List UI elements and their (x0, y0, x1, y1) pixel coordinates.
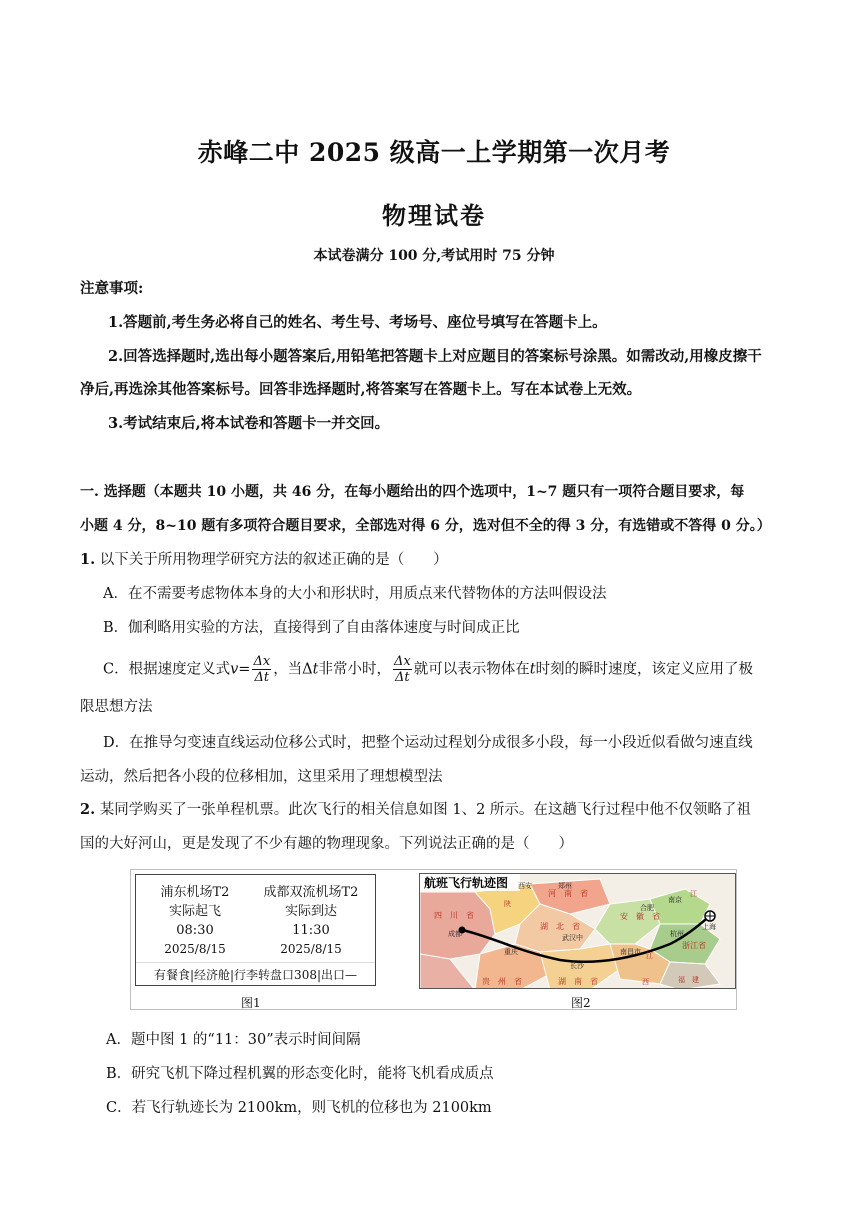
arrival-airport: 成都双流机场T2 (263, 885, 359, 900)
question-1-option-c-line-2: 限思想方法 (80, 699, 153, 715)
figure-1-caption: 图1 (241, 996, 261, 1010)
velocity-fraction: $\frac{\Delta x}{\Delta t}$ (253, 654, 271, 685)
label-sichuan: 四 川 省 (434, 911, 474, 920)
label-nanchang: 南昌市 (620, 948, 641, 956)
question-1-option-a: A．在不需要考虑物体本身的大小和形状时，用质点来代替物体的方法叫假设法 (103, 586, 607, 602)
question-2-text: 某同学购买了一张单程机票。此次飞行的相关信息如图 1、2 所示。在这趟飞行过程中他不仅领略了祖 (99, 802, 751, 818)
label-jiangsu: 江 (690, 890, 697, 898)
label-chongqing: 重庆 (504, 948, 518, 956)
arrival-date: 2025/8/15 (280, 942, 342, 956)
notice-item-2-line-1: 2.回答选择题时,选出每小题答案后,用铅笔把答题卡上对应题目的答案标号涂黑。如需改动,用橡皮擦干 (108, 348, 762, 365)
question-1-option-d-line-1: D．在推导匀变速直线运动位移公式时，把整个运动过程划分成很多小段，每一小段近似看做匀速直线 (103, 735, 753, 751)
question-1-option-c: C．根据速度定义式v= $\frac{\Delta x}{\Delta t}$ ，当Δt非常小时， $\frac{\Delta x}{\Delta t}$ 就可以表示物体在t时刻的瞬时速度，该定义应用了极 (103, 654, 754, 685)
departure-label: 实际起飞 (168, 904, 221, 919)
label-wuhan: 武汉中 (562, 934, 583, 942)
question-2-number: 2. (80, 801, 96, 818)
question-1-stem (80, 550, 448, 570)
exam-title: 赤峰二中 2025 级高一上学期第一次月考 (197, 138, 671, 167)
velocity-fraction-2: $\frac{\Delta x}{\Delta t}$ (394, 654, 411, 685)
question-2-option-a: A．题中图 1 的“11：30”表示时间间隔 (106, 1032, 361, 1048)
question-2-option-b: B．研究飞机下降过程机翼的形态变化时，能将飞机看成质点 (106, 1066, 494, 1082)
departure-info (136, 883, 254, 959)
departure-airport: 浦东机场T2 (160, 885, 230, 900)
label-hefei: 合肥 (640, 904, 654, 912)
label-shaanxi: 陕 (504, 900, 511, 908)
arrival-info (252, 883, 370, 959)
label-xian: 西安 (518, 882, 532, 890)
exam-subtitle: 本试卷满分 100 分,考试用时 75 分钟 (313, 248, 555, 264)
ticket-footer: 有餐食|经济舱|行李转盘口308|出口— (136, 962, 375, 983)
question-2-stem-line-2: 国的大好河山，更是发现了不少有趣的物理现象。下列说法正确的是（ ） (80, 836, 573, 852)
question-1-text: 以下关于所用物理学研究方法的叙述正确的是（ ） (99, 552, 448, 568)
arrival-time: 11:30 (292, 923, 330, 938)
label-hubei: 湖 北 省 (540, 922, 580, 931)
question-2-stem-line-1 (80, 800, 751, 820)
notice-item-1: 1.答题前,考生务必将自己的姓名、考生号、考场号、座位号填写在答题卡上。 (108, 314, 607, 331)
label-jiangxi: 江 (646, 952, 653, 960)
departure-time: 08:30 (176, 923, 214, 938)
flight-route-map (419, 873, 736, 989)
flight-ticket-figure (135, 874, 376, 986)
label-hangzhou: 杭州 (670, 930, 684, 938)
notice-item-2-line-2: 净后,再选涂其他答案标号。回答非选择题时,将答案写在答题卡上。写在本试卷上无效。 (80, 381, 642, 398)
question-1-option-b: B．伽利略用实验的方法，直接得到了自由落体速度与时间成正比 (103, 620, 520, 636)
departure-date: 2025/8/15 (164, 942, 226, 956)
section-1-instructions-line-1: 一. 选择题（本题共 10 小题，共 46 分，在每小题给出的四个选项中，1~7 题只有一项符合题目要求，每 (80, 484, 745, 500)
route-map-svg (420, 874, 736, 989)
question-1-number: 1. (80, 551, 96, 568)
label-nanjing: 南京 (668, 896, 682, 904)
notice-item-3: 3.考试结束后,将本试卷和答题卡一并交回。 (108, 415, 390, 432)
label-hunan: 湖 南 省 (558, 977, 598, 986)
question-2-figures (130, 869, 737, 1010)
map-title: 航班飞行轨迹图 (424, 876, 509, 890)
label-shanghai: 上海 (702, 923, 716, 931)
label-zhejiang: 浙江省 (682, 941, 706, 950)
label-zhengzhou: 郑州 (558, 882, 572, 890)
label-guizhou: 贵 州 省 (482, 977, 522, 986)
label-xi: 西 (642, 978, 649, 986)
label-henan: 河 南 省 (548, 889, 588, 898)
section-1-instructions-line-2: 小题 4 分，8~10 题有多项符合题目要求，全部选对得 6 分，选对但不全的得 3 分，有选错或不答得 0 分。） (80, 518, 771, 534)
figure-2-caption: 图2 (571, 996, 591, 1010)
label-changsha: 长沙 (570, 962, 584, 970)
notice-heading: 注意事项: (80, 280, 144, 297)
question-1-option-d-line-2: 运动，然后把各小段的位移相加，这里采用了理想模型法 (80, 769, 443, 785)
question-2-option-c: C．若飞行轨迹长为 2100km，则飞机的位移也为 2100km (106, 1100, 492, 1116)
exam-subject: 物理试卷 (382, 201, 486, 230)
label-chengdu: 成都 (448, 930, 462, 938)
arrival-label: 实际到达 (284, 904, 337, 919)
label-anhui: 安 徽 省 (620, 912, 660, 921)
label-fujian: 福 建 (678, 976, 699, 984)
